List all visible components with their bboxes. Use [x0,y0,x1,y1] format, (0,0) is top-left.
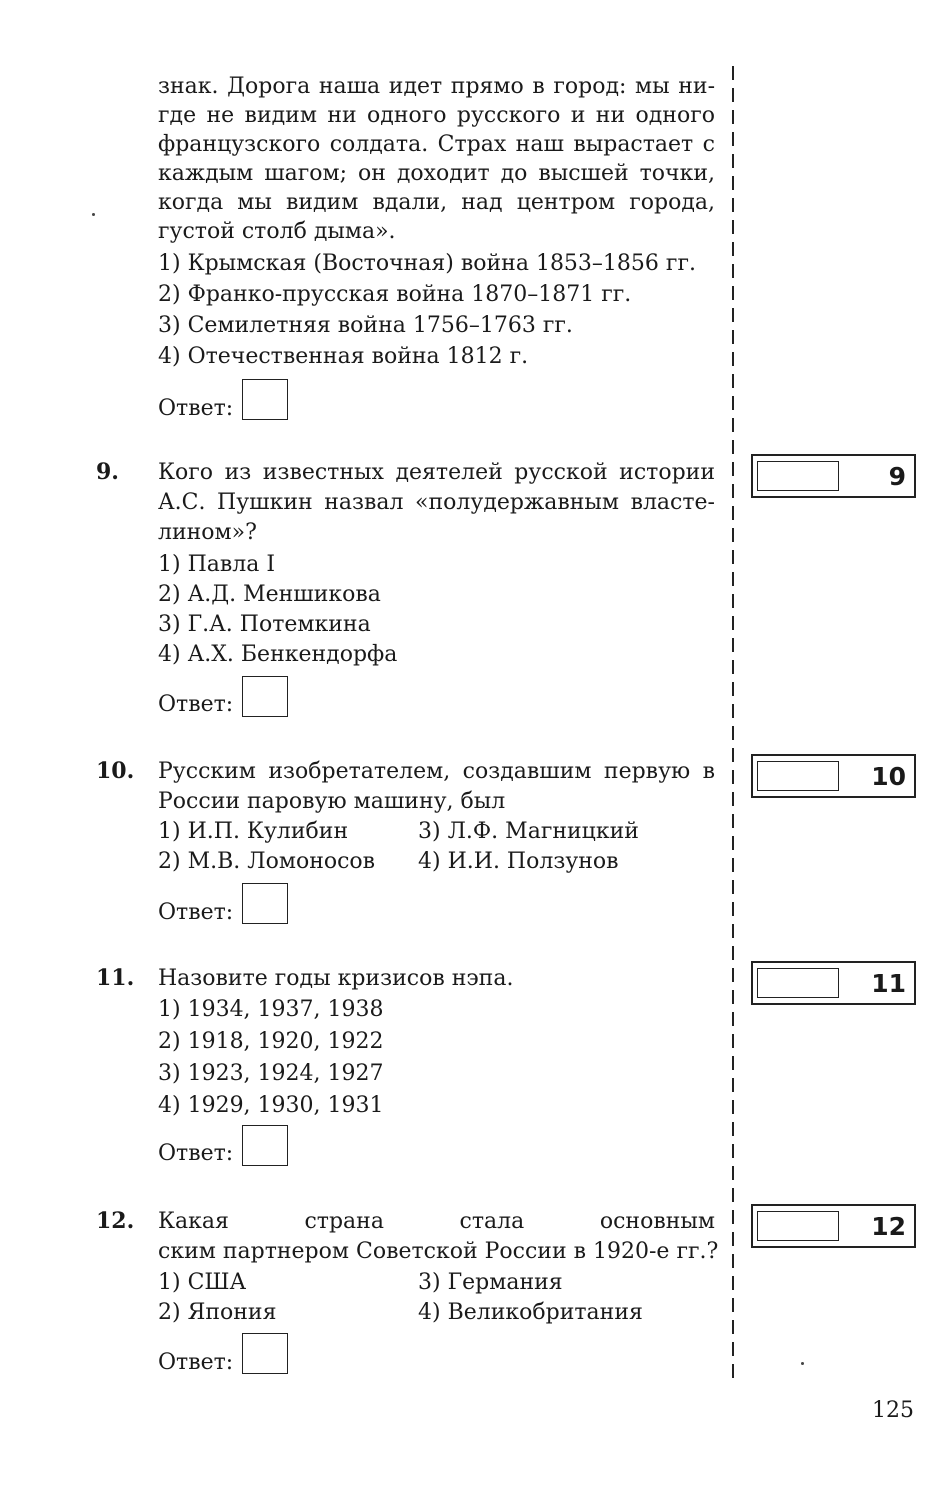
cut-line-dash [732,176,734,190]
q9-option: 1) Павла I [158,552,276,577]
q10-score-label: 10 [871,762,906,791]
q9-answer-box[interactable] [242,676,288,717]
cut-line-dash [732,1188,734,1202]
cut-line-dash [732,198,734,212]
cut-line-dash [732,726,734,740]
q12-score-box[interactable] [751,1204,916,1248]
cut-line-dash [732,242,734,256]
q10-text: Русским изобретателем, создавшим первую в [158,759,715,784]
cut-line-dash [732,220,734,234]
cut-line-dash [732,286,734,300]
cut-line-dash [732,1342,734,1356]
q11-option: 2) 1918, 1920, 1922 [158,1029,384,1054]
scan-speck [92,213,95,216]
q8-answer-label: Ответ: [158,396,234,421]
cut-line-dash [732,572,734,586]
cut-line-dash [732,792,734,806]
intro-line: знак. Дорога наша идет прямо в город: мы ни- [158,74,715,99]
cut-line-dash [732,924,734,938]
q8-answer-box[interactable] [242,379,288,420]
cut-line-dash [732,1122,734,1136]
q9-score-label: 9 [888,462,906,491]
q9-option: 2) А.Д. Меншикова [158,582,381,607]
q9-number: 9. [96,459,119,485]
q11-number: 11. [96,965,135,991]
cut-line-dash [732,968,734,982]
q10-option: 4) И.И. Ползунов [418,849,619,874]
cut-line-dash [732,264,734,278]
q11-score-field[interactable] [757,968,839,998]
q12-text: Какая страна стала основным [158,1209,715,1234]
q10-score-box[interactable] [751,754,916,798]
cut-line-dash [732,330,734,344]
cut-line-dash [732,154,734,168]
intro-line: каждым шагом; он доходит до высшей точки, [158,161,715,186]
cut-line-dash [732,1056,734,1070]
cut-line-dash [732,1100,734,1114]
cut-line-dash [732,66,734,80]
cut-line-dash [732,748,734,762]
q8-option: 4) Отечественная война 1812 г. [158,344,529,369]
q10-option: 2) М.В. Ломоносов [158,849,376,874]
q12-text: ским партнером Советской России в 1920-е гг.? [158,1239,719,1264]
cut-line-dash [732,1012,734,1026]
cut-line-dash [732,1144,734,1158]
cut-line-dash [732,88,734,102]
cut-line-dash [732,1254,734,1268]
q9-option: 3) Г.А. Потемкина [158,612,371,637]
intro-line: французского солдата. Страх наш вырастает с [158,132,715,157]
cut-line-dash [732,1298,734,1312]
cut-line-dash [732,352,734,366]
cut-line-dash [732,110,734,124]
cut-line-dash [732,880,734,894]
q10-option: 3) Л.Ф. Магницкий [418,819,639,844]
cut-line-dash [732,638,734,652]
cut-line-dash [732,506,734,520]
q11-score-label: 11 [871,969,906,998]
q10-number: 10. [96,758,135,784]
q12-option: 3) Германия [418,1270,563,1295]
cut-line-dash [732,528,734,542]
cut-line-dash [732,1320,734,1334]
cut-line-dash [732,1232,734,1246]
cut-line-dash [732,1166,734,1180]
cut-line-dash [732,682,734,696]
cut-line-dash [732,396,734,410]
cut-line-dash [732,374,734,388]
q10-score-field[interactable] [757,761,839,791]
cut-line-dash [732,1078,734,1092]
q11-answer-box[interactable] [242,1125,288,1166]
scan-speck [801,1362,804,1365]
q9-text: лином»? [158,520,257,545]
q10-option: 1) И.П. Кулибин [158,819,349,844]
cut-line-dash [732,902,734,916]
q10-text: России паровую машину, был [158,789,506,814]
q12-option: 1) США [158,1270,247,1295]
page-number: 125 [872,1398,914,1423]
cut-line-dash [732,660,734,674]
q11-option: 4) 1929, 1930, 1931 [158,1093,384,1118]
intro-line: когда мы видим вдали, над центром города, [158,190,715,215]
q9-text: Кого из известных деятелей русской истории [158,460,715,485]
q11-option: 1) 1934, 1937, 1938 [158,997,384,1022]
q12-score-label: 12 [871,1212,906,1241]
q10-answer-box[interactable] [242,883,288,924]
q12-answer-label: Ответ: [158,1350,234,1375]
cut-line-dash [732,308,734,322]
cut-line-dash [732,484,734,498]
cut-line-dash [732,594,734,608]
q9-text: А.С. Пушкин назвал «полудержавным власте- [158,490,715,515]
cut-line-dash [732,858,734,872]
q11-score-box[interactable] [751,961,916,1005]
q11-answer-label: Ответ: [158,1141,234,1166]
cut-line-dash [732,440,734,454]
cut-line-dash [732,946,734,960]
q9-option: 4) А.Х. Бенкендорфа [158,642,398,667]
cut-line-dash [732,836,734,850]
cut-line-dash [732,1276,734,1290]
cut-line-dash [732,462,734,476]
cut-line-dash [732,418,734,432]
q8-option: 1) Крымская (Восточная) война 1853–1856 гг. [158,251,696,276]
cut-line-dash [732,616,734,630]
cut-line-dash [732,990,734,1004]
cut-line-dash [732,770,734,784]
q12-option: 4) Великобритания [418,1300,643,1325]
intro-line: густой столб дыма». [158,219,396,244]
q9-answer-label: Ответ: [158,692,234,717]
q12-option: 2) Япония [158,1300,277,1325]
q11-text: Назовите годы кризисов нэпа. [158,966,514,991]
q10-answer-label: Ответ: [158,900,234,925]
cut-line-dash [732,1210,734,1224]
cut-line-dash [732,550,734,564]
q9-score-field[interactable] [757,461,839,491]
cut-line-dash [732,814,734,828]
q11-option: 3) 1923, 1924, 1927 [158,1061,384,1086]
q9-score-box[interactable] [751,454,916,498]
q12-number: 12. [96,1208,135,1234]
q12-answer-box[interactable] [242,1333,288,1374]
q8-option: 3) Семилетняя война 1756–1763 гг. [158,313,573,338]
cut-line-dash [732,132,734,146]
intro-line: где не видим ни одного русского и ни одного [158,103,715,128]
cut-line-dash [732,1364,734,1378]
q12-score-field[interactable] [757,1211,839,1241]
q8-option: 2) Франко-прусская война 1870–1871 гг. [158,282,632,307]
cut-line-dash [732,1034,734,1048]
cut-line-dash [732,704,734,718]
